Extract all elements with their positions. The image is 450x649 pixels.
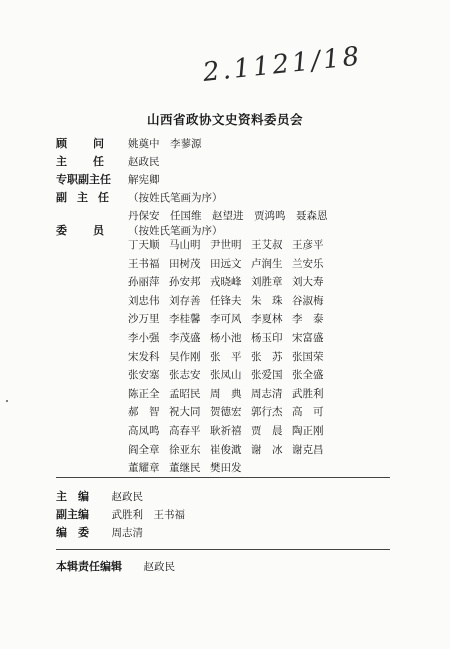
member-name: 李茂盛	[169, 331, 201, 344]
role-label: 顾问	[56, 137, 130, 150]
editor-row-chief	[56, 490, 143, 504]
member-name: 任锋夫	[210, 294, 242, 307]
member-name: 高春平	[169, 424, 201, 437]
member-name: 刘胜章	[251, 276, 283, 289]
member-name: 贾 晨	[251, 424, 283, 437]
member-name: 贺德宏	[210, 406, 242, 419]
members-row	[128, 387, 333, 406]
members-grid	[128, 238, 333, 480]
members-row	[128, 443, 333, 462]
responsible-editor-name: 赵政民	[143, 561, 175, 573]
member-name: 张安塞	[128, 369, 160, 382]
member-name: 兰安乐	[292, 257, 324, 270]
member-name: 田树茂	[169, 257, 201, 270]
editor-label: 编 委	[56, 526, 89, 539]
member-name: 卢润生	[251, 257, 283, 270]
members-row	[128, 368, 333, 387]
divider-line	[56, 549, 390, 550]
member-name: 杨玉印	[251, 331, 283, 344]
members-row	[128, 424, 333, 443]
committee-title: 山西省政协文史资料委员会	[146, 112, 303, 127]
members-row	[128, 350, 333, 369]
member-name: 郝 智	[128, 406, 160, 419]
editor-names: 武胜利 王书福	[111, 509, 185, 521]
members-row	[128, 331, 333, 350]
member-name: 张 平	[210, 350, 242, 363]
role-label: 主任	[56, 155, 130, 168]
member-name: 高 可	[292, 406, 324, 419]
member-name: 李桂馨	[169, 313, 201, 326]
role-label: 副主任	[56, 191, 119, 204]
member-name: 王书福	[128, 257, 160, 270]
role-label: 委员	[56, 224, 130, 237]
member-name: 张全盛	[292, 369, 324, 382]
role-row-director	[56, 155, 130, 169]
member-name: 宋发科	[128, 350, 160, 363]
responsible-editor-row	[56, 560, 175, 574]
member-name: 杨小池	[210, 331, 242, 344]
role-names-deputy: 丹保安 任国维 赵望进 贾鸿鸣 聂森恩	[128, 210, 328, 222]
role-row-fulltime-deputy	[56, 173, 126, 187]
editor-row-deputy	[56, 508, 185, 522]
member-name: 祝大同	[169, 406, 201, 419]
member-name: 董继民	[169, 462, 201, 475]
member-name: 樊田发	[210, 462, 242, 475]
member-name: 李夏林	[251, 313, 283, 326]
member-name: 陈正全	[128, 387, 160, 400]
member-name: 刘存善	[169, 294, 201, 307]
role-label: 专职副主任	[56, 173, 111, 186]
member-name: 马山明	[169, 239, 201, 251]
role-note-deputy: （按姓氏笔画为序）	[128, 192, 223, 204]
members-row	[128, 294, 333, 313]
member-name: 王彦平	[292, 239, 324, 251]
member-name: 董耀章	[128, 462, 160, 475]
members-row	[128, 405, 333, 424]
member-name: 吴作刚	[169, 350, 201, 363]
role-names-fulltime-deputy: 解宪卿	[128, 174, 160, 186]
member-name: 张志安	[169, 369, 201, 382]
member-name: 李小强	[128, 331, 160, 344]
member-name: 周志清	[251, 387, 283, 400]
role-names-director: 赵政民	[128, 156, 160, 168]
member-name: 谷淑梅	[292, 294, 324, 307]
members-row	[128, 275, 333, 294]
members-row	[128, 312, 333, 331]
member-name: 田远文	[210, 257, 242, 270]
role-row-deputy	[56, 191, 126, 205]
role-row-advisor	[56, 137, 130, 151]
member-name: 尹世明	[210, 239, 242, 251]
member-name: 张国荣	[292, 350, 324, 363]
member-name: 耿祈禧	[210, 424, 242, 437]
member-name: 崔俊㴷	[210, 443, 242, 456]
member-name: 沙万里	[128, 313, 160, 326]
members-row	[128, 257, 333, 276]
member-name: 周 典	[210, 387, 242, 400]
scan-speck	[6, 400, 8, 402]
member-name: 阎全章	[128, 443, 160, 456]
member-name: 丁天顺	[128, 239, 160, 251]
role-names-advisor: 姚奠中 李蓼源	[128, 138, 202, 150]
member-name: 高凤鸣	[128, 424, 160, 437]
member-name: 刘大寿	[292, 276, 324, 289]
member-name: 谢 冰	[251, 443, 283, 456]
member-name: 张爱国	[251, 369, 283, 382]
member-name: 郭行杰	[251, 406, 283, 419]
divider-line	[56, 477, 390, 478]
member-name: 陶正刚	[292, 424, 324, 437]
member-name: 李 泰	[292, 313, 324, 326]
role-row-members	[56, 224, 130, 238]
editor-row-committee	[56, 526, 143, 540]
member-name: 朱 珠	[251, 294, 283, 307]
editor-names: 周志清	[111, 527, 143, 539]
member-name: 孙丽萍	[128, 276, 160, 289]
editor-label: 副主编	[56, 508, 89, 521]
member-name: 谢克昌	[292, 443, 324, 456]
member-name: 刘忠伟	[128, 294, 160, 307]
member-name: 王艾叔	[251, 239, 283, 251]
responsible-editor-label: 本辑责任编辑	[56, 560, 122, 573]
member-name: 张凤山	[210, 369, 242, 382]
member-name: 孙安邦	[169, 276, 201, 289]
member-name: 李可风	[210, 313, 242, 326]
member-name: 宋富盛	[292, 331, 324, 344]
member-name: 徐亚东	[169, 443, 201, 456]
member-name: 武胜利	[292, 387, 324, 400]
handwritten-mark: 2.1121/18	[201, 41, 364, 88]
member-name: 张 苏	[251, 350, 283, 363]
role-note-members: （按姓氏笔画为序）	[128, 225, 223, 237]
member-name: 戎晓峰	[210, 276, 242, 289]
editor-label: 主 编	[56, 490, 89, 503]
members-row	[128, 238, 333, 257]
member-name: 孟昭民	[169, 387, 201, 400]
editor-names: 赵政民	[111, 491, 143, 503]
